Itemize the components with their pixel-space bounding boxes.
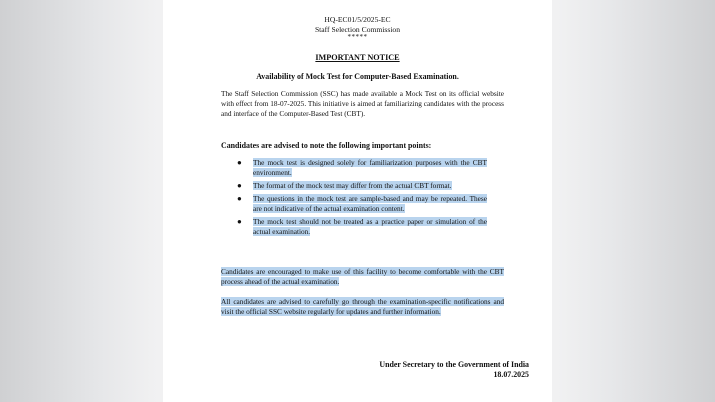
- reference-number: HQ-EC01/5/2025-EC: [324, 15, 391, 24]
- organization-name: Staff Selection Commission: [314, 25, 401, 34]
- encourage-text: Candidates are encouraged to make use of this facility to become comfortable with the CBT process ahead of the actual examination.: [221, 267, 504, 286]
- point-text: The questions in the mock test are sample-based and may be repeated. These are not indicative of the actual examination content.: [253, 194, 487, 213]
- intro-paragraph: The Staff Selection Commission (SSC) has made available a Mock Test on its official website with effect from 18-07-2025. This initiative is aimed at familiarizing candidates with the process and interface of the Computer-Based Test (CBT).: [221, 89, 504, 118]
- bullet-icon: ●: [237, 194, 242, 203]
- notice-date: 18.07.2025: [493, 370, 529, 379]
- encourage-paragraph: [221, 267, 504, 287]
- header-separator: *****: [347, 33, 368, 41]
- signatory-designation: Under Secretary to the Government of India: [379, 360, 529, 369]
- bullet-icon: ●: [237, 158, 242, 167]
- bullet-icon: ●: [237, 181, 242, 190]
- list-item: [237, 217, 487, 237]
- list-item: [237, 158, 487, 178]
- advise-text: All candidates are advised to carefully go through the examination-specific notifications and visit the official SSC website regularly for updates and further information.: [221, 297, 504, 316]
- list-item: [237, 181, 487, 191]
- list-item: [237, 194, 487, 214]
- points-lead: Candidates are advised to note the following important points:: [221, 141, 432, 150]
- advise-paragraph: [221, 297, 504, 317]
- points-list: [237, 158, 487, 240]
- notice-subject: Availability of Mock Test for Computer-Based Examination.: [256, 72, 459, 81]
- notice-document: [163, 0, 552, 402]
- point-text: The mock test should not be treated as a practice paper or simulation of the actual examination.: [253, 217, 487, 236]
- point-text: The mock test is designed solely for familiarization purposes with the CBT environment.: [253, 158, 487, 177]
- bullet-icon: ●: [237, 217, 242, 226]
- point-text: The format of the mock test may differ from the actual CBT format.: [253, 181, 452, 190]
- notice-title: IMPORTANT NOTICE: [315, 53, 400, 62]
